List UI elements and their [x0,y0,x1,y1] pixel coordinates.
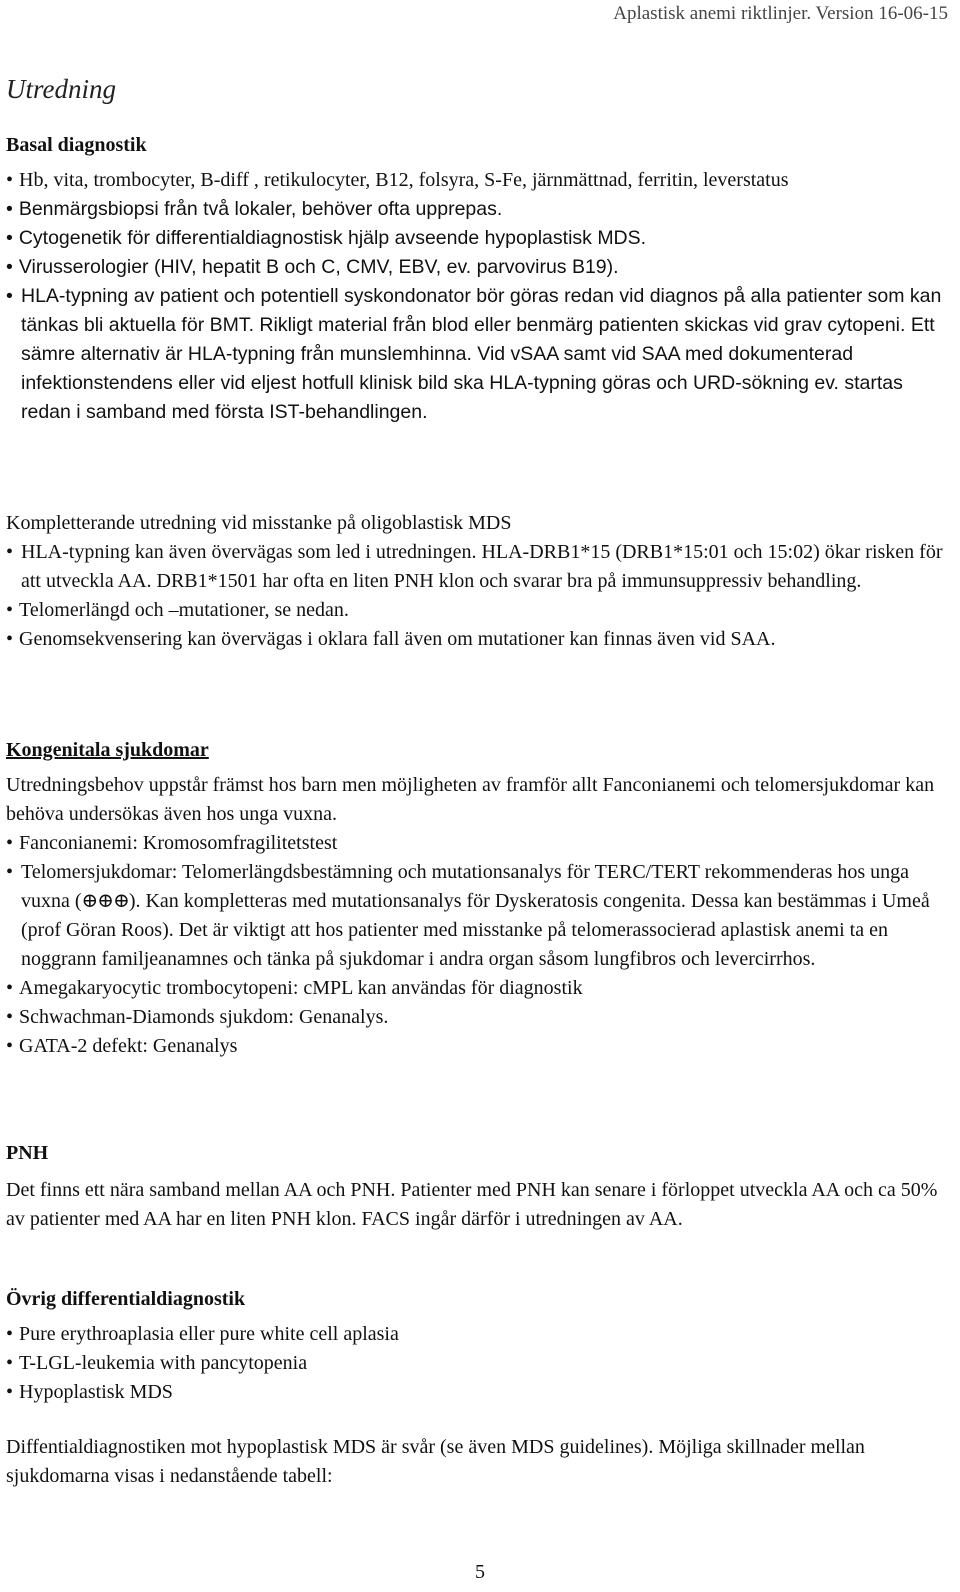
ovrig-heading: Övrig differentialdiagnostik [6,1288,246,1310]
pnh-text: Det finns ett nära samband mellan AA och PNH. Patienter med PNH kan senare i förloppet utveckla AA och ca 50% av patienter med AA har en liten PNH klon. FACS ingår därför i utredningen av AA. [6,1179,938,1230]
list-item: • Virusserologier (HIV, hepatit B och C, CMV, EBV, ev. parvovirus B19). [6,253,946,282]
list-item: • GATA-2 defekt: Genanalys [6,1032,946,1061]
kompletterande-section [6,509,946,654]
list-item: • Pure erythroaplasia eller pure white cell aplasia [6,1320,946,1349]
telomer-text-post: ). Kan kompletteras med mutationsanalys för Dyskeratosis congenita. Dessa kan bestämmas i Umeå (prof Göran Roos). Det är viktigt att hos patienter med misstanke på telomerassocierad aplastisk anemi ta en noggrann familjeanamnes och tänka på sjukdomar i andra organ såsom lungfibros och levercirrhos. [21,890,930,970]
list-item: • Cytogenetik för differentialdiagnostisk hjälp avseende hypoplastisk MDS. [6,224,946,253]
list-item: • HLA-typning av patient och potentiell syskondonator bör göras redan vid diagnos på alla patienter som kan tänkas bli aktuella för BMT. Rikligt material från blod eller benmärg patienten skickas vid grav cytopeni. Ett sämre alternativ är HLA-typning från munslemhinna. Vid vSAA samt vid SAA med dokumenterad infektionstendens eller vid eljest hotfull klinisk bild ska HLA-typning göras och URD-sökning ev. startas redan i samband med första IST-behandlingen. [6,282,946,427]
list-item: • Genomsekvensering kan övervägas i oklara fall även om mutationer kan finnas även vid SAA. [6,625,946,654]
list-item: • HLA-typning kan även övervägas som led i utredningen. HLA-DRB1*15 (DRB1*15:01 och 15:02) ökar risken för att utveckla AA. DRB1*1501 har ofta en liten PNH klon och svarar bra på immunsuppressiv behandling. [6,538,946,596]
kongenitala-section [6,736,946,1061]
basal-section [6,131,946,427]
basal-heading: Basal diagnostik [6,134,147,156]
list-item [6,858,946,974]
running-header: Aplastisk anemi riktlinjer. Version 16-06-15 [613,3,948,24]
pnh-heading: PNH [6,1142,49,1164]
kongenitala-intro: Utredningsbehov uppstår främst hos barn men möjligheten av framför allt Fanconianemi och telomersjukdomar kan behöva undersökas även hos unga vuxna. [6,774,935,825]
list-item: • Amegakaryocytic trombocytopeni: cMPL kan användas för diagnostik [6,974,946,1003]
basal-list [6,166,946,427]
list-item: • Fanconianemi: Kromosomfragilitetstest [6,829,946,858]
list-item: • Schwachman-Diamonds sjukdom: Genanalys. [6,1003,946,1032]
section-title: Utredning [6,74,116,104]
kompletterande-heading: Kompletterande utredning vid misstanke på oligoblastisk MDS [6,512,512,534]
pnh-section [6,1139,946,1234]
list-item: • Telomerlängd och –mutationer, se nedan. [6,596,946,625]
grade-symbol-icon: ⊕⊕⊕ [81,890,129,912]
ovrig-list [6,1320,946,1407]
ovrig-closing: Diffentialdiagnostiken mot hypoplastisk MDS är svår (se även MDS guidelines). Möjliga skillnader mellan sjukdomarna visas i nedanstående tabell: [6,1436,865,1487]
list-item: • Hypoplastisk MDS [6,1378,946,1407]
list-item: • Hb, vita, trombocyter, B-diff , retikulocyter, B12, folsyra, S-Fe, järnmättnad, ferritin, leverstatus [6,166,946,195]
ovrig-section [6,1285,946,1491]
list-item: • T-LGL-leukemia with pancytopenia [6,1349,946,1378]
kompletterande-list [6,538,946,654]
kongenitala-heading: Kongenitala sjukdomar [6,739,209,761]
page-number: 5 [475,1561,485,1583]
list-item: • Benmärgsbiopsi från två lokaler, behöver ofta upprepas. [6,195,946,224]
telomer-text-pre: Telomersjukdomar: Telomerlängdsbestämning och mutationsanalys för TERC/TERT rekommenderas hos unga vuxna ( [21,861,910,912]
kongenitala-list [6,829,946,1061]
